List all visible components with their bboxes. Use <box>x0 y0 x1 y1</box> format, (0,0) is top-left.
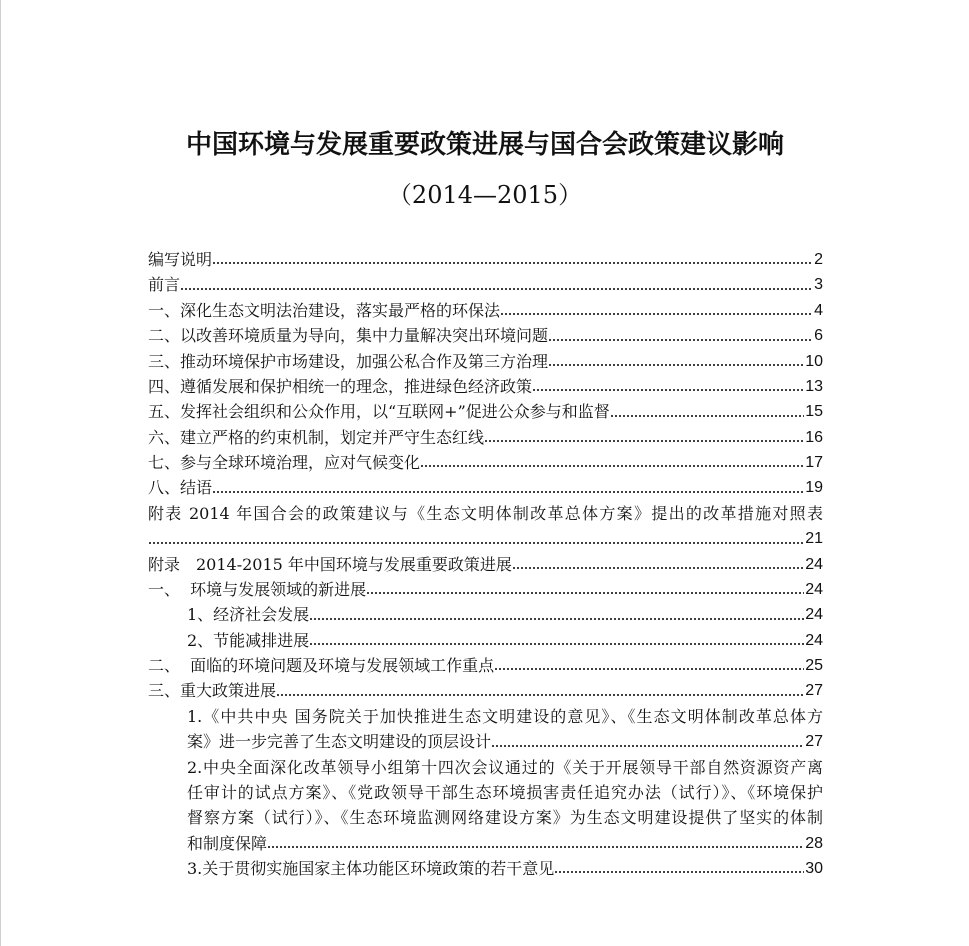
toc-entry-appendix-subsection-3-2 <box>187 755 823 857</box>
toc-entry-label: 五、发挥社会组织和公众作用，以“互联网+”促进公众参与和监督 <box>148 402 610 422</box>
toc-page-number: 24 <box>805 606 823 624</box>
toc-entry-editorial-notes <box>148 247 823 272</box>
toc-entry-label: 二、以改善环境质量为导向，集中力量解决突出环境问题 <box>148 326 549 346</box>
toc-entry-last-line <box>148 526 823 551</box>
dot-leader <box>512 552 804 577</box>
toc-entry-appendix-table <box>148 501 823 552</box>
dot-leader <box>212 475 804 500</box>
toc-entry-label: 四、遵循发展和保护相统一的理念，推进绿色经济政策 <box>148 376 533 396</box>
toc-entry-label: 六、建立严格的约束机制，划定并严守生态红线 <box>148 427 485 447</box>
toc-page-number: 15 <box>805 403 823 421</box>
toc-page-number: 13 <box>805 377 823 395</box>
toc-page-number: 19 <box>805 479 823 497</box>
document-title: 中国环境与发展重要政策进展与国合会政策建议影响 <box>185 130 784 160</box>
table-of-contents <box>148 247 823 881</box>
toc-entry-line: 1.《中共中央 国务院关于加快推进生态文明建设的意见》、《生态文明体制改革总体方 <box>187 706 823 726</box>
toc-entry-appendix-subsection-3-1 <box>187 704 823 755</box>
dot-leader <box>276 678 804 703</box>
dot-leader <box>484 425 804 450</box>
toc-entry-label: 一、深化生态文明法治建设，落实最严格的环保法 <box>148 300 501 320</box>
toc-page-number: 10 <box>805 352 823 370</box>
toc-entry-appendix-subsection-3-3 <box>187 856 823 881</box>
dot-leader <box>491 729 804 754</box>
toc-page-number: 4 <box>814 301 823 319</box>
toc-page-number: 30 <box>805 860 823 877</box>
toc-page-number: 27 <box>805 733 823 751</box>
toc-entry-label: 二、 面临的环境问题及环境与发展领域工作重点 <box>148 656 495 675</box>
dot-leader <box>180 272 813 297</box>
toc-entry-appendix-subsection-1-2 <box>187 628 823 653</box>
toc-entry-appendix-section-1 <box>148 577 823 602</box>
dot-leader <box>494 653 804 678</box>
toc-entry-last-line <box>187 729 823 754</box>
dot-leader <box>548 323 813 348</box>
toc-entry-section-8 <box>148 475 823 500</box>
toc-entry-section-1 <box>148 298 823 323</box>
toc-entry-preface <box>148 272 823 297</box>
dot-leader <box>554 856 804 881</box>
dot-leader <box>532 374 804 399</box>
toc-entry-section-6 <box>148 425 823 450</box>
toc-page-number: 3 <box>814 276 823 294</box>
toc-entry-last-line <box>187 831 823 856</box>
toc-page-number: 16 <box>805 428 823 446</box>
toc-entry-section-5 <box>148 399 823 424</box>
toc-entry-appendix <box>148 552 823 577</box>
toc-entry-section-2 <box>148 323 823 348</box>
toc-page-number: 24 <box>805 580 823 598</box>
toc-entry-label: 八、结语 <box>148 478 213 498</box>
toc-page-number: 24 <box>805 631 823 649</box>
dot-leader <box>548 349 804 374</box>
toc-entry-section-3 <box>148 349 823 374</box>
dot-leader <box>212 247 813 272</box>
toc-entry-label: 3.关于贯彻实施国家主体功能区环境政策的若干意见 <box>187 859 555 878</box>
toc-entry-label: 编写说明 <box>148 250 213 269</box>
dot-leader <box>366 577 804 602</box>
toc-entry-label: 七、参与全球环境治理，应对气候变化 <box>148 453 421 472</box>
toc-entry-label: 三、重大政策进展 <box>148 681 277 701</box>
dot-leader <box>148 526 804 551</box>
toc-page-number: 24 <box>805 555 823 573</box>
toc-entry-line: 2.中央全面深化改革领导小组第十四次会议通过的《关于开展领导干部自然资源资产离 <box>187 757 823 777</box>
toc-entry-label: 案》进一步完善了生态文明建设的顶层设计 <box>187 732 492 752</box>
dot-leader <box>267 831 804 856</box>
toc-entry-label: 附录 2014-2015 年中国环境与发展重要政策进展 <box>148 554 512 574</box>
toc-page-number: 25 <box>805 657 823 674</box>
toc-entry-appendix-section-2 <box>148 653 823 678</box>
dot-leader <box>309 628 804 653</box>
document-subtitle: （2014—2015） <box>387 181 583 209</box>
toc-entry-appendix-section-3 <box>148 678 823 703</box>
toc-entry-label: 2、节能减排进展 <box>187 630 310 650</box>
toc-page-number: 2 <box>814 251 823 268</box>
toc-entry-line: 任审计的试点方案》、《党政领导干部生态环境损害责任追究办法（试行）》、《环境保护 <box>187 782 823 802</box>
toc-entry-section-4 <box>148 374 823 399</box>
toc-page-number: 6 <box>814 327 823 345</box>
toc-entry-label: 一、 环境与发展领域的新进展 <box>148 579 367 599</box>
toc-page-number: 27 <box>805 682 823 700</box>
toc-page-number: 21 <box>805 530 823 548</box>
toc-entry-label: 前言 <box>148 275 181 295</box>
toc-entry-label: 三、推动环境保护市场建设，加强公私合作及第三方治理 <box>148 351 549 371</box>
dot-leader <box>610 399 804 424</box>
dot-leader <box>309 602 804 627</box>
dot-leader <box>500 298 813 323</box>
dot-leader <box>420 450 804 475</box>
toc-entry-line: 督察方案（试行）》、《生态环境监测网络建设方案》为生态文明建设提供了坚实的体制 <box>187 808 823 828</box>
toc-entry-label: 1、经济社会发展 <box>187 605 310 625</box>
toc-page-number: 17 <box>805 454 823 471</box>
toc-entry-line: 附表 2014 年国合会的政策建议与《生态文明体制改革总体方案》提出的改革措施对照表 <box>148 503 823 523</box>
toc-entry-label: 和制度保障 <box>187 833 268 853</box>
toc-page-number: 28 <box>805 834 823 852</box>
toc-entry-section-7 <box>148 450 823 475</box>
toc-entry-appendix-subsection-1-1 <box>187 602 823 627</box>
